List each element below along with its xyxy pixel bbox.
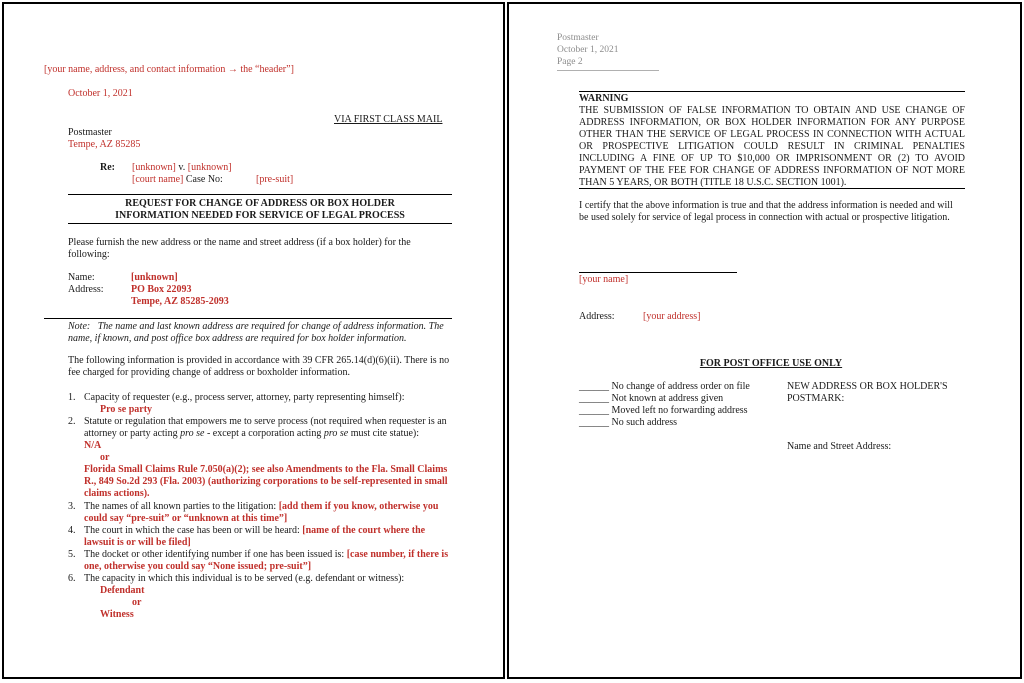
furnish-paragraph: Please furnish the new address or the name and street address (if a box holder) for the following: <box>68 237 411 260</box>
item-2-text-a: Statute or regulation that empowers me to serve process (not required when requester is an attorney or party acting <box>84 416 447 439</box>
item-5-text <box>84 549 456 573</box>
postmark-label: NEW ADDRESS OR BOX HOLDER'S POSTMARK: <box>787 381 948 404</box>
item-6-answer-a: Defendant <box>100 585 145 596</box>
item-3-answer: [add them if you know, otherwise you could say “pre-suit” or “unknown at this time”] <box>84 501 439 524</box>
address-line-2: Tempe, AZ 85285-2093 <box>131 296 229 307</box>
item-4-text <box>84 525 456 549</box>
note-text: The name and last known address are required for change of address information. The name, if known, and post office box address are required for box holder information. <box>68 321 444 344</box>
warning-rule-top <box>579 91 965 92</box>
item-2-number: 2. <box>68 416 76 427</box>
item-6-answer-b: Witness <box>100 609 134 620</box>
provided-paragraph: The following information is provided in accordance with 39 CFR 265.14(d)(6)(ii). There is no fee charged for providing change of address or boxholder information. <box>68 355 450 378</box>
re-label: Re: <box>100 162 115 173</box>
item-2-text-b: - except a corporation acting <box>204 428 324 439</box>
item-1-number: 1. <box>68 392 76 403</box>
title-rule-top <box>68 194 452 195</box>
title-line-2: INFORMATION NEEDED FOR SERVICE OF LEGAL PROCESS <box>115 210 405 221</box>
item-5-number: 5. <box>68 549 76 560</box>
checklist-item[interactable]: ______ No such address <box>579 417 678 428</box>
re-case-no: [pre-suit] <box>256 174 294 185</box>
item-2-or: or <box>100 452 110 463</box>
item-1-text: Capacity of requester (e.g., process server, attorney, party representing himself): <box>84 392 405 403</box>
note-label: Note: <box>68 321 91 332</box>
warning-text: THE SUBMISSION OF FALSE INFORMATION TO OBTAIN AND USE CHANGE OF ADDRESS INFORMATION, OR BOX HOLDER INFORMATION FOR ANY PURPOSE OTHER THAN THE SERVICE OF LEGAL PROCESS IN CONNECTION WITH ACTUAL OR PROSPECTIVE LITIGATION COULD RESULT IN CRIMINAL PENALTIES INCLUDING A FINE OF UP TO $10,000 OR IMPRISONMENT OR (2) TO AVOID PAYMENT OF THE FEE FOR CHANGE OF ADDRESS INFORMATION OF NOT MORE THAN 5 YEARS, OR BOTH (TITLE 18 U.S.C. SECTION 1001). <box>579 105 965 188</box>
item-3-text <box>84 501 456 525</box>
page2-header-page-number: Page 2 <box>557 57 583 67</box>
title-rule-bottom <box>68 223 452 224</box>
item-2-text-c: must cite statue): <box>348 428 420 439</box>
warning-rule-bottom <box>579 188 965 189</box>
page2-header-date: October 1, 2021 <box>557 45 619 55</box>
re-case-no-label: Case No: <box>183 174 223 185</box>
post-office-use-title: FOR POST OFFICE USE ONLY <box>699 358 843 369</box>
address-line-1: PO Box 22093 <box>131 284 192 295</box>
re-party-b: [unknown] <box>187 162 232 173</box>
recipient-name: Postmaster <box>68 127 112 138</box>
note-rule <box>44 318 452 319</box>
item-3-question: The names of all known parties to the litigation: <box>84 501 279 512</box>
document-page-2 <box>507 2 1022 679</box>
recipient-city: Tempe, AZ 85285 <box>68 139 141 150</box>
item-4-answer: [name of the court where the lawsuit is or will be filed] <box>84 525 426 548</box>
checklist-item[interactable]: ______ No change of address order on file <box>579 381 750 392</box>
title-line-1: REQUEST FOR CHANGE OF ADDRESS OR BOX HOLDER <box>125 198 395 209</box>
item-2-text-italic-1: pro se <box>180 428 205 439</box>
page2-header-recipient: Postmaster <box>557 33 599 43</box>
item-4-number: 4. <box>68 525 76 536</box>
re-versus: v. <box>175 162 188 173</box>
name-street-address-label: Name and Street Address: <box>787 441 892 452</box>
address-label: Address: <box>579 311 615 322</box>
item-3-number: 3. <box>68 501 76 512</box>
item-2-answer-b: Florida Small Claims Rule 7.050(a)(2); see also Amendments to the Fla. Small Claims R., 849 So.2d 293 (Fla. 2003) (authorizing corporations to be self-represented in small claims actions). <box>84 464 448 499</box>
certify-paragraph: I certify that the above information is true and that the address information is needed and will be used solely for service of legal process in connection with actual or prospective litigation. <box>579 200 953 223</box>
your-name-placeholder: [your name] <box>579 274 629 285</box>
item-1-answer: Pro se party <box>100 404 153 415</box>
item-5-question: The docket or other identifying number if one has been issued is: <box>84 549 347 560</box>
signature-line[interactable] <box>579 272 737 273</box>
checklist-item[interactable]: ______ Moved left no forwarding address <box>579 405 748 416</box>
re-court-name: [court name] <box>132 174 184 185</box>
page2-header-rule <box>557 70 659 71</box>
item-2-text <box>84 416 458 440</box>
item-2-text-italic-2: pro se <box>323 428 349 439</box>
item-6-text: The capacity in which this individual is to be served (e.g. defendant or witness): <box>84 573 405 584</box>
checklist-item[interactable]: ______ Not known at address given <box>579 393 724 404</box>
item-5-answer: [case number, if there is one, otherwise you could say “None issued; pre-suit”] <box>84 549 449 572</box>
address-label: Address: <box>68 284 104 295</box>
item-2-answer-a: N/A <box>84 440 102 451</box>
via-first-class-mail: VIA FIRST CLASS MAIL <box>334 114 443 125</box>
header-note: [your name, address, and contact information → the “header”] <box>44 64 294 75</box>
letter-date: October 1, 2021 <box>68 88 133 99</box>
name-value: [unknown] <box>131 272 178 283</box>
your-address-placeholder: [your address] <box>643 311 701 322</box>
re-party-a: [unknown] <box>132 162 176 173</box>
document-page-1 <box>2 2 505 679</box>
item-6-number: 6. <box>68 573 76 584</box>
note-paragraph <box>68 321 458 345</box>
re-court-line <box>132 174 223 186</box>
item-6-or: or <box>132 597 142 608</box>
re-case-caption <box>132 162 232 174</box>
warning-title: WARNING <box>579 93 629 104</box>
name-label: Name: <box>68 272 95 283</box>
item-4-question: The court in which the case has been or will be heard: <box>84 525 303 536</box>
